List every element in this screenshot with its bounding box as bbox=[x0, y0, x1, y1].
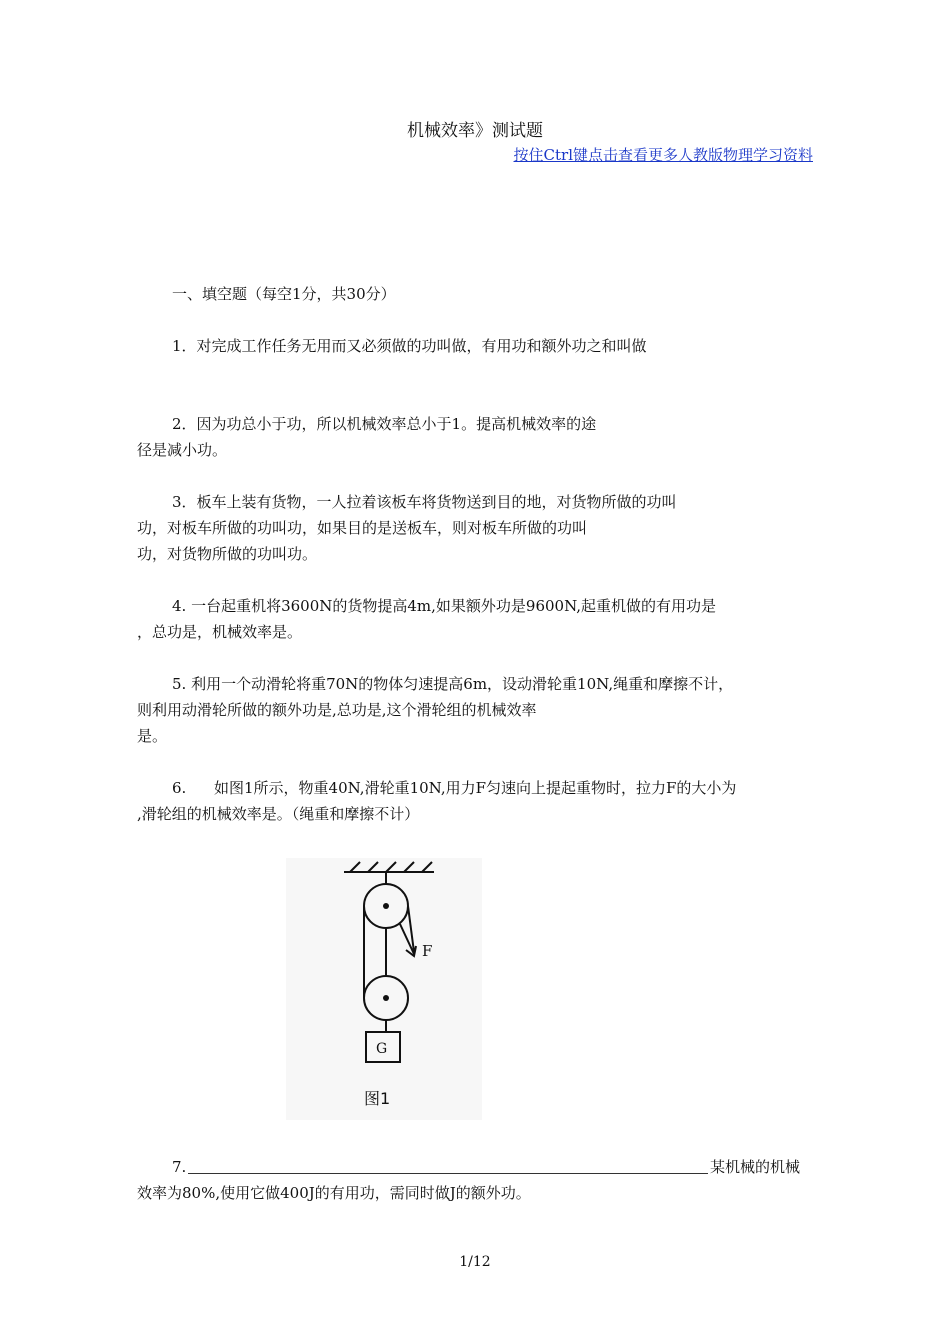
question-5-line-1: 5. 利用一个动滑轮将重70N的物体匀速提高6m，设动滑轮重10N,绳重和摩擦不计， bbox=[172, 675, 734, 693]
question-5-line-2: 则利用动滑轮所做的额外功是,总功是,这个滑轮组的机械效率 bbox=[137, 701, 537, 719]
question-3-line-1: 3．板车上装有货物，一人拉着该板车将货物送到目的地，对货物所做的功叫 bbox=[172, 493, 677, 511]
question-7-line-2: 效率为80%,使用它做400J的有用功，需同时做J的额外功。 bbox=[137, 1184, 531, 1202]
page-title: 机械效率》测试题 bbox=[407, 121, 543, 141]
question-4-line-1: 4. 一台起重机将3600N的货物提高4m,如果额外功是9600N,起重机做的有用功是 bbox=[172, 597, 717, 615]
pulley-figure bbox=[286, 858, 482, 1120]
question-3-line-3: 功，对货物所做的功叫功。 bbox=[137, 545, 318, 563]
question-7-line-1-end: 某机械的机械 bbox=[710, 1158, 801, 1176]
ceiling-hatch bbox=[422, 862, 432, 872]
question-2-line-1: 2．因为功总小于功，所以机械效率总小于1。提高机械效率的途 bbox=[172, 415, 597, 433]
pulley-diagram bbox=[286, 858, 482, 1120]
page-number: 1/12 bbox=[459, 1254, 491, 1270]
ceiling-hatch bbox=[368, 862, 378, 872]
question-1: 1．对完成工作任务无用而又必须做的功叫做，有用功和额外功之和叫做 bbox=[172, 337, 647, 355]
resource-link[interactable]: 按住Ctrl键点击查看更多人教版物理学习资料 bbox=[513, 146, 813, 164]
fixed-pulley-axle bbox=[383, 903, 389, 909]
question-4-line-2: ，总功是，机械效率是。 bbox=[137, 623, 303, 641]
question-6-line-1: 如图1所示，物重40N,滑轮重10N,用力F匀速向上提起重物时，拉力F的大小为 bbox=[214, 779, 737, 797]
question-5-line-3: 是。 bbox=[137, 727, 168, 745]
question-6-line-2: ,滑轮组的机械效率是。（绳重和摩擦不计） bbox=[137, 805, 420, 823]
question-6-number: 6. bbox=[172, 779, 187, 797]
question-3-line-2: 功，对板车所做的功叫功，如果目的是送板车，则对板车所做的功叫 bbox=[137, 519, 588, 537]
ceiling-hatch bbox=[404, 862, 414, 872]
section-heading: 一、填空题（每空1分，共30分） bbox=[172, 285, 396, 303]
ceiling-hatch bbox=[386, 862, 396, 872]
question-7-number: 7. bbox=[172, 1158, 187, 1176]
figure-caption: 图1 bbox=[364, 1089, 391, 1108]
force-label: F bbox=[422, 942, 433, 960]
ceiling-hatch bbox=[350, 862, 360, 872]
question-2-line-2: 径是减小功。 bbox=[137, 441, 228, 459]
weight-label: G bbox=[376, 1041, 388, 1057]
movable-pulley-axle bbox=[383, 995, 389, 1001]
question-7-blank bbox=[188, 1173, 708, 1174]
